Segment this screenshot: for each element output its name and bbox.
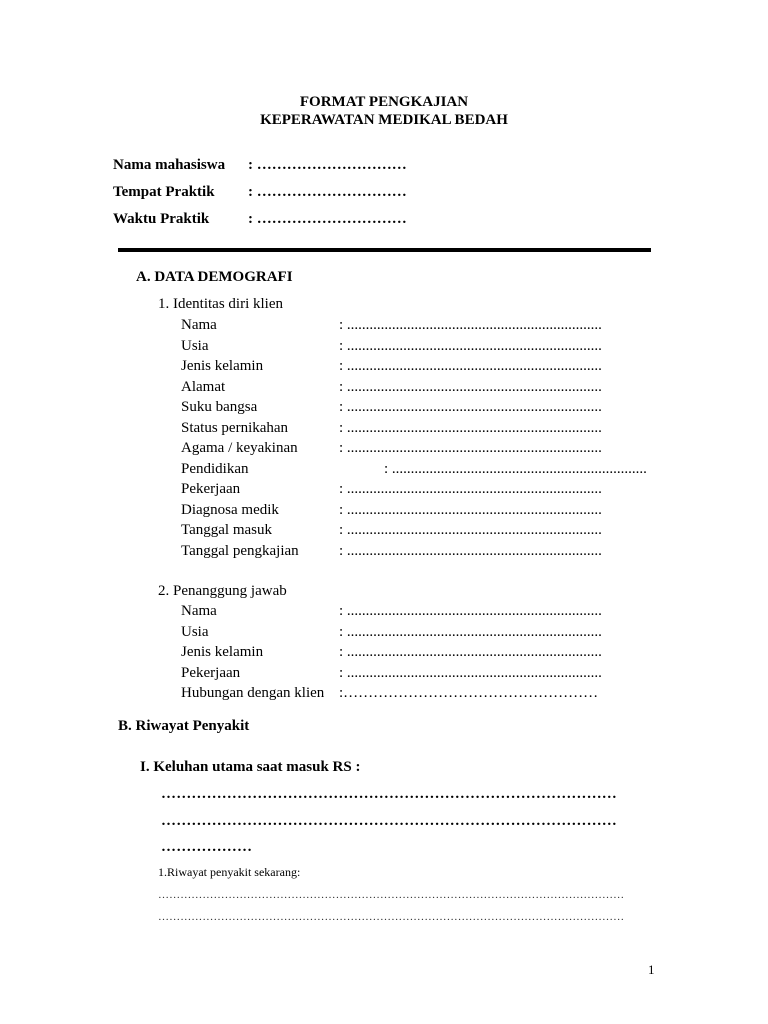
identity-field-label: Agama / keyakinan [181,440,298,456]
identity-field-input[interactable]: : .................................................................... [339,481,602,497]
identity-field-input[interactable]: : .................................................................... [339,378,602,395]
guarantor-field-label: Pekerjaan [181,664,241,681]
subsection-identity-title: 1. Identitas diri klien [158,296,283,312]
guarantor-field-input[interactable]: : .................................................................... [339,644,602,660]
practice-place-label: Tempat Praktik [113,184,215,200]
identity-field-label: Diagnosa medik [181,501,279,518]
guarantor-field-input[interactable]: :…………………………………………… [339,685,599,701]
guarantor-field-label: Jenis kelamin [181,644,264,660]
identity-field-input[interactable]: : .................................................................... [339,501,602,518]
practice-place-field[interactable]: : ………………………… [248,184,407,200]
page-number: 1 [648,962,655,977]
identity-field-label: Tanggal masuk [181,522,273,538]
identity-field-label: Pekerjaan [181,481,241,497]
identity-field-input[interactable]: : .................................................................... [339,317,602,333]
main-complaint-title: I. Keluhan utama saat masuk RS : [140,759,361,775]
guarantor-field-label: Hubungan dengan klien [181,685,325,701]
identity-field-label: Jenis kelamin [181,358,264,374]
guarantor-field-label: Nama [181,603,217,619]
complaint-dots-line3[interactable]: ……………… [161,839,253,855]
page-title-line2: KEPERAWATAN MEDIKAL BEDAH [260,112,508,128]
identity-field-input[interactable]: : .................................................................... [339,337,602,354]
student-name-label: Nama mahasiswa [113,157,226,173]
identity-field-label: Status pernikahan [181,419,289,436]
section-a-title: A. DATA DEMOGRAFI [136,269,293,285]
identity-field-input[interactable]: : .................................................................... [339,399,602,415]
identity-field-input[interactable]: : .................................................................... [339,440,602,456]
practice-time-field[interactable]: : ………………………… [248,211,407,227]
student-name-field[interactable]: : ………………………… [248,157,407,173]
subsection-guarantor-title: 2. Penanggung jawab [158,583,287,599]
divider-rule [118,248,651,252]
identity-field-label: Usia [181,337,209,354]
identity-field-input[interactable]: : .................................................................... [339,542,602,559]
identity-field-input[interactable]: : .................................................................... [339,358,602,374]
identity-field-label: Pendidikan [181,460,249,477]
identity-field-label: Nama [181,317,217,333]
practice-time-label: Waktu Praktik [113,211,210,227]
complaint-dots-line2[interactable]: ……………………………………………………………………………… [161,813,617,829]
complaint-dots-line1[interactable]: ……………………………………………………………………………… [161,786,617,802]
identity-field-input[interactable]: : .................................................................... [339,522,602,538]
identity-field-label: Tanggal pengkajian [181,542,299,559]
identity-field-label: Suku bangsa [181,399,258,415]
page-title-line1: FORMAT PENGKAJIAN [299,94,469,110]
guarantor-field-input[interactable]: : .................................................................... [339,603,602,619]
identity-field-input[interactable]: : .................................................................... [384,460,647,477]
section-b-title: B. Riwayat Penyakit [118,718,250,734]
guarantor-field-input[interactable]: : .................................................................... [339,664,602,681]
identity-field-input[interactable]: : .................................................................... [339,419,602,436]
current-illness-dots-line2[interactable]: ……………………………………………………………………………………………………………… [158,911,625,923]
guarantor-field-label: Usia [181,623,209,640]
guarantor-field-input[interactable]: : .................................................................... [339,623,602,640]
identity-field-label: Alamat [181,378,226,395]
current-illness-dots-line1[interactable]: ……………………………………………………………………………………………………………… [158,889,625,901]
current-illness-label: 1.Riwayat penyakit sekarang: [158,865,301,879]
